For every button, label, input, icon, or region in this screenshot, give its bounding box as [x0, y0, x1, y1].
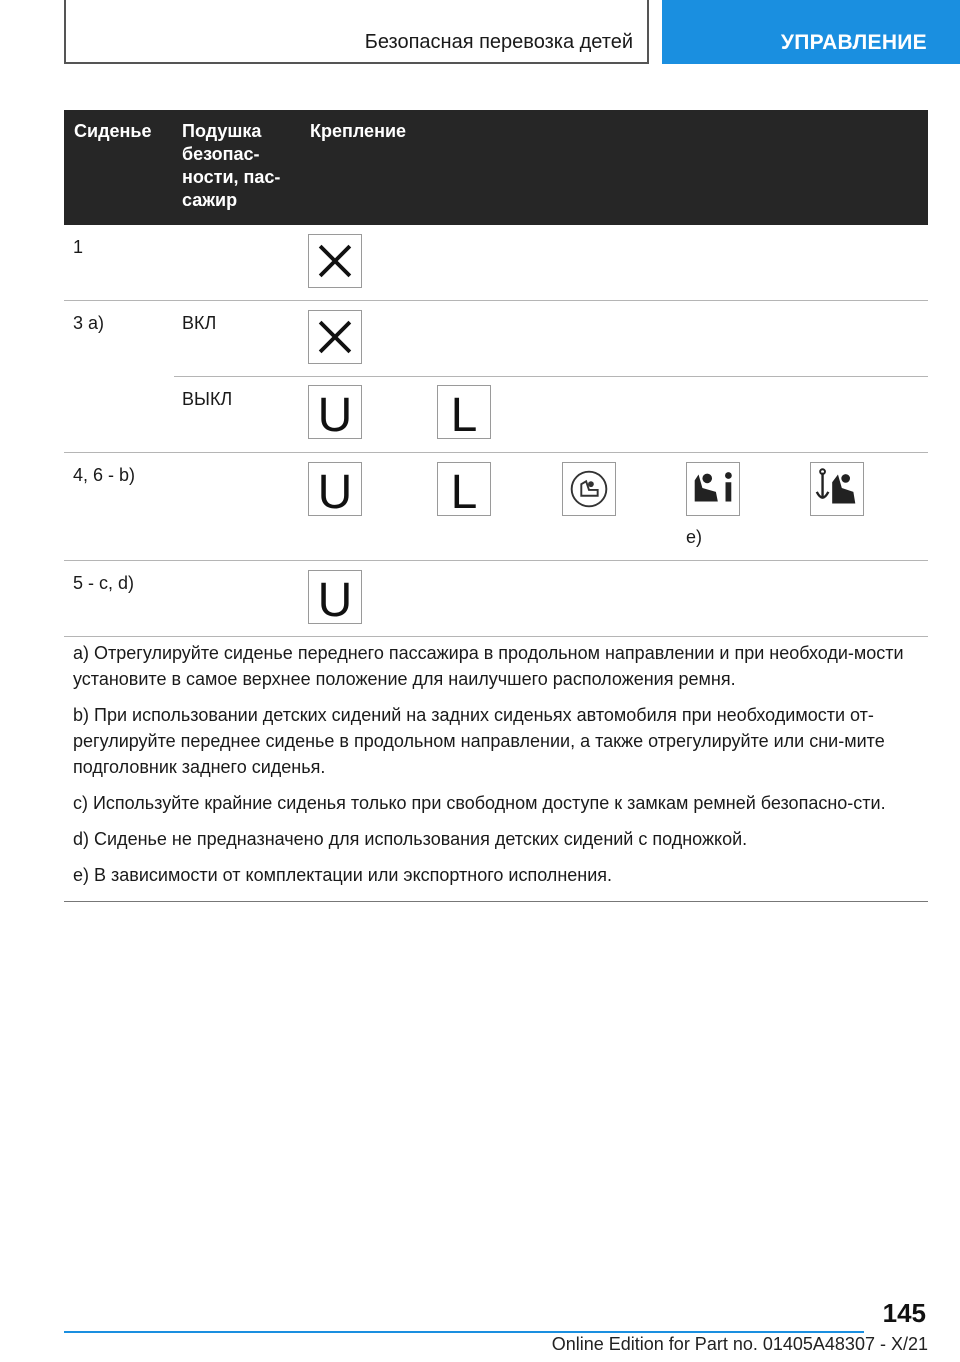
semi-universal-l-icon	[437, 385, 491, 442]
footer-divider	[64, 1331, 864, 1333]
footnote-e: e) В зависимости от комплектации или экспортного исполнения.	[73, 865, 613, 885]
universal-u-icon	[308, 570, 362, 627]
row-seat: 3 a)	[73, 313, 105, 333]
table-row	[64, 453, 928, 561]
footnote-a: a) Отрегулируйте сиденье переднего пассажира в продольном направлении и при необходи-мости установите в самое верхнее положение для наилучшего расположения ремня.	[73, 643, 904, 689]
child-seat-info-icon	[686, 462, 740, 516]
header-seat: Сиденье	[74, 121, 152, 141]
table-row	[64, 377, 928, 453]
table-header	[64, 110, 928, 225]
u-letter: U	[317, 389, 353, 442]
anchor-seat-icon	[810, 462, 864, 516]
icon-note: e)	[686, 527, 703, 547]
universal-u-icon	[308, 462, 362, 519]
l-letter: L	[450, 466, 478, 519]
universal-u-icon	[308, 385, 362, 442]
footnote-c: c) Используйте крайние сиденья только при свободном доступе к замкам ремней безопасно-сти.	[73, 793, 886, 813]
not-allowed-icon	[308, 310, 362, 364]
footer-edition: Online Edition for Part no. 01405A48307 - X/21	[551, 1334, 928, 1354]
table-row	[64, 225, 928, 301]
isofix-seat-icon	[562, 462, 616, 516]
u-letter: U	[317, 574, 353, 627]
not-allowed-icon	[308, 234, 362, 288]
table-row	[64, 561, 928, 637]
table-row	[73, 301, 928, 377]
section-tab[interactable]	[662, 0, 960, 64]
row-seat: 1	[73, 237, 84, 257]
row-airbag: ВКЛ	[182, 313, 217, 333]
semi-universal-l-icon	[437, 462, 491, 519]
footnotes	[64, 640, 928, 898]
child-seat-table	[64, 110, 928, 637]
page-number: 145	[882, 1298, 926, 1328]
row-seat: 4, 6 - b)	[73, 465, 136, 485]
footnote-d: d) Сиденье не предназначено для использования детских сидений с подножкой.	[73, 829, 748, 849]
u-letter: U	[317, 466, 353, 519]
row-airbag: ВЫКЛ	[182, 389, 233, 409]
header-mounting: Крепление	[310, 121, 407, 141]
row-seat: 5 - c, d)	[73, 573, 135, 593]
l-letter: L	[450, 389, 478, 442]
footnote-b: b) При использовании детских сидений на задних сиденьях автомобиля при необходимости от-регулируйте переднее сиденье в продольном направлении, а также отрегулируйте или сни-мите подголовник заднего сиденья.	[73, 705, 885, 777]
header-airbag: Подушка безопас-ности, пас-сажир	[182, 121, 281, 210]
divider	[64, 901, 928, 902]
section-tab-label: УПРАВЛЕНИЕ	[780, 31, 927, 54]
header-title-box	[64, 0, 649, 64]
header-title: Безопасная перевозка детей	[364, 31, 633, 53]
